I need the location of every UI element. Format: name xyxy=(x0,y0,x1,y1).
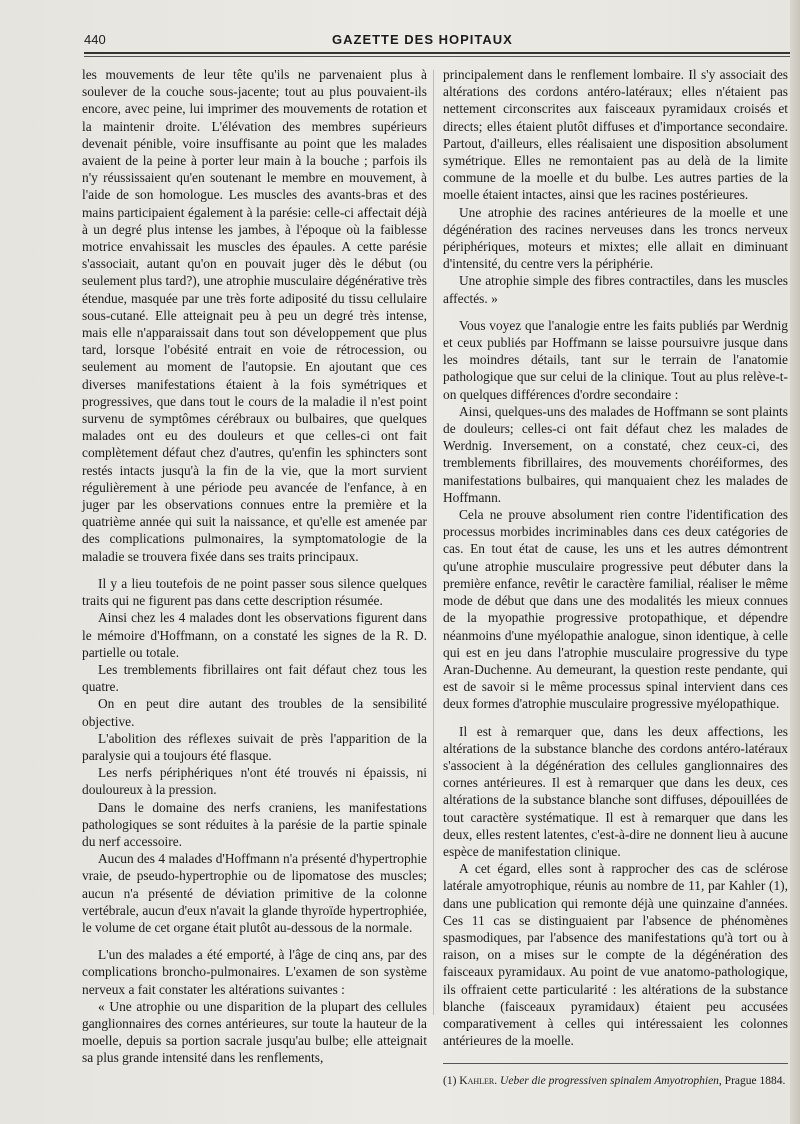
paragraph: Il est à remarquer que, dans les deux affections, les altérations de la substance blanche des cordons antéro-latéraux s'associent à la dégénération des cellules ganglionnaires des cornes antérieures. Il est à remarquer que dans les deux, ces altérations de la substance blanche sont diffuses, dépouillées de tout caractère systématique. Il est à remarquer que dans les deux, elles restent latentes, c'est-à-dire ne donnent lieu à aucune espèce de manifestation clinique. xyxy=(443,723,788,859)
paragraph: On en peut dire autant des troubles de la sensibilité objective. xyxy=(82,696,427,729)
left-column xyxy=(82,66,427,1067)
right-column xyxy=(443,66,788,1089)
footnote-author: Kahler. xyxy=(459,1075,498,1088)
paragraph: L'un des malades a été emporté, à l'âge de cinq ans, par des complications broncho-pulmonaires. L'examen de son système nerveux a fait constater les altérations suivantes : xyxy=(82,947,427,997)
paragraph: Les nerfs périphériques n'ont été trouvés ni épaissis, ni douloureux à la pression. xyxy=(82,765,427,798)
page-number: 440 xyxy=(84,32,106,47)
footnote-rule xyxy=(443,1063,788,1064)
paragraph: Dans le domaine des nerfs craniens, les manifestations pathologiques se sont réduites à la parésie de la partie spinale du nerf accessoire. xyxy=(82,799,427,849)
paragraph: Ainsi chez les 4 malades dont les observations figurent dans le mémoire d'Hoffmann, on a constaté les signes de la R. D. partielle ou totale. xyxy=(82,610,427,660)
page-edge xyxy=(790,0,800,1124)
paragraph: Une atrophie des racines antérieures de la moelle et une dégénération des racines nerveuses dans les troncs nerveux périphériques, moteurs et mixtes; elle allait en diminuant d'intensité, du centre vers la périphérie. xyxy=(443,204,788,272)
paragraph: L'abolition des réflexes suivait de près l'apparition de la paralysie qui a toujours été flasque. xyxy=(82,730,427,763)
footnote-year: 1884. xyxy=(759,1075,786,1088)
header-rule xyxy=(84,52,790,54)
paragraph: A cet égard, elles sont à rapprocher des cas de sclérose latérale amyotrophique, réunis au nombre de 11, par Kahler (1), dans une publication qui remonte déjà une quinzaine d'années. Ces 11 cas se distinguaient par l'absence de phénomènes spasmodiques, par l'absence des manifestations qu'à tort ou à raison, on a mises sur le compte de la dégénération des faisceaux pyramidaux. Au point de vue anatomo-pathologique, ils offraient cette particularité : les altérations de la substance blanche (faisceaux pyramidaux) étaient peu accusées comparativement à celles qui intéressaient les colonnes antérieures de la moelle. xyxy=(443,861,788,1049)
footnote-place: Prague xyxy=(724,1075,757,1088)
paragraph: Vous voyez que l'analogie entre les faits publiés par Werdnig et ceux publiés par Hoffmann se laisse poursuivre jusque dans les moindres détails, tant sur le terrain de l'anatomie pathologique que sur celui de la clinique. Tout au plus relève-t-on quelques différences d'ordre secondaire : xyxy=(443,317,788,402)
footnote xyxy=(443,1074,788,1089)
paragraph: Une atrophie simple des fibres contractiles, dans les muscles affectés. » xyxy=(443,273,788,306)
paragraph: Les tremblements fibrillaires ont fait défaut chez tous les quatre. xyxy=(82,661,427,695)
header-rule-thin xyxy=(84,56,790,57)
column-divider xyxy=(433,70,434,1015)
footnote-marker: (1) xyxy=(443,1075,457,1088)
paragraph: Aucun des 4 malades d'Hoffmann n'a présenté d'hypertrophie vraie, de pseudo-hypertrophie ou de lipomatose des muscles; aucun n'a présenté de déviation primitive de la colonne vertébrale, aucun d'eux n'avait la glande thyroïde hypertrophiée, le volume de cet organe était plutôt au-dessous de la normale. xyxy=(82,851,427,935)
paragraph: principalement dans le renflement lombaire. Il s'y associait des altérations des cordons antéro-latéraux; elles n'étaient pas nettement circonscrites aux faisceaux pyramidaux croisés et directs; elles étaient plutôt diffuses et d'importance secondaire. Partout, d'ailleurs, elles réalisaient une disposition absolument symétrique. Elles ne remontaient pas au delà de la limite commune de la moelle et du bulbe. Les autres parties de la moelle étaient intactes, ainsi que les racines postérieures. xyxy=(443,67,788,203)
journal-title: GAZETTE DES HOPITAUX xyxy=(332,32,513,47)
paragraph: Ainsi, quelques-uns des malades de Hoffmann se sont plaints de douleurs; celles-ci ont fait défaut chez les malades de Werdnig. Inversement, on a constaté, chez ceux-ci, des tremblements fibrillaires, des mouvements choréiformes, des manifestations bulbaires, qui manquaient chez les malades de Hoffmann. xyxy=(443,403,788,505)
paragraph: Cela ne prouve absolument rien contre l'identification des processus morbides incriminables dans ces deux catégories de cas. En tout état de cause, les uns et les autres démontrent qu'une atrophie musculaire progressive peut débuter dans la première enfance, revêtir le caractère familial, réaliser le même mode de début que dans une des modalités les mieux connues de la myopathie progressive protopathique, et dépendre néanmoins d'une myélopathie analogue, sinon identique, à celle qui est en jeu dans l'atrophie musculaire progressive du type Aran-Duchenne. Au demeurant, la question reste pendante, qui est de savoir si le même processus spinal intervient dans ces deux formes d'atrophie musculaire progressive myélopathique. xyxy=(443,507,788,712)
footnote-work: Ueber die progressiven spinalem Amyotrophien, xyxy=(500,1075,722,1088)
paragraph: « Une atrophie ou une disparition de la plupart des cellules ganglionnaires des cornes antérieures, sur toute la hauteur de la moelle, depuis sa portion sacrale jusqu'au bulbe; elle atteignait sa plus grande intensité dans les renflements, xyxy=(82,998,427,1066)
paragraph: Il y a lieu toutefois de ne point passer sous silence quelques traits qui ne figurent pas dans cette description résumée. xyxy=(82,575,427,609)
paragraph: les mouvements de leur tête qu'ils ne parvenaient plus à soulever de la couche sous-jacente; tout au plus pouvaient-ils encore, avec peine, lui imprimer des mouvements de rotation et la maintenir droite. L'élévation des membres supérieurs devenait pénible, voire insuffisante au point que les malades avaient de la peine à porter leur main à la bouche ; parfois ils n'y réussissaient qu'en soutenant le membre en mouvement, à l'aide de son homologue. Les muscles des avants-bras et des mains participaient également à la parésie: celle-ci affectait déjà à un degré plus intense les jambes, à l'époque où la faiblesse motrice envahissait les muscles des épaules. A cette parésie s'associait, autant qu'on en pouvait juger dès le début (ou seulement plus tard?), une atrophie musculaire dégénérative très étendue, masquée par une très forte adiposité du tissu cellulaire sous-cutané. Elle atteignait peu à peu un degré très intense, mais elle n'apparaissait dans tout son développement que plus tard, lorsque l'obésité entrait en voie de rétrocession, ou seulement au moment de l'autopsie. En ajoutant que ces diverses manifestations étaient à la fois symétriques et progressives, que dans tout le cours de la maladie il n'est point survenu de symptômes cérébraux ou bulbaires, que quelques malades ont eu des douleurs et que celles-ci ont fait complètement défaut chez d'autres, qu'enfin les sphincters sont restés intacts jusqu'à la fin de la vie, que la mort survient régulièrement à une période peu avancée de l'enfance, à en juger par les observations connues entre la première et la quatrième année qui suit la naissance, et qu'elle est amenée par des complications pulmonaires, la symptomatologie de la maladie se trouvera fixée dans ses traits principaux. xyxy=(82,67,427,564)
page-header xyxy=(84,30,784,50)
